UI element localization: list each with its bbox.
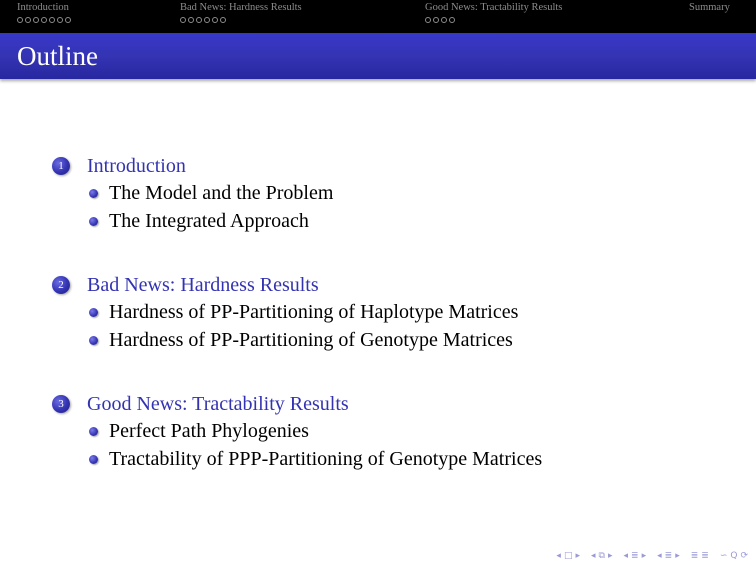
toc-section-heading[interactable]: [52, 272, 518, 298]
ball-bullet-icon: [89, 308, 98, 317]
frame-next-arrow-icon[interactable]: ▸: [607, 551, 613, 561]
slide-next-arrow-icon[interactable]: ▸: [575, 551, 580, 561]
subsection-prev-arrow-icon[interactable]: ◂: [623, 551, 629, 561]
toc-section-1: [52, 153, 333, 235]
toc-subsection-item[interactable]: [89, 445, 542, 473]
back-icon[interactable]: ⟳: [740, 551, 748, 561]
frame-icon[interactable]: ⧉: [598, 551, 605, 561]
ball-bullet-icon: [89, 455, 98, 464]
ball-bullet-icon: [89, 217, 98, 226]
section-number-badge: 3: [52, 395, 70, 413]
toc-subsection-link[interactable]: Hardness of PP-Partitioning of Genotype Matrices: [109, 328, 513, 351]
nav-section-title[interactable]: Good News: Tractability Results: [425, 2, 563, 13]
section-next-arrow-icon[interactable]: ▸: [675, 551, 680, 561]
toc-subsection-link[interactable]: Perfect Path Phylogenies: [109, 419, 309, 442]
section-icon[interactable]: ≣: [664, 551, 673, 561]
toc-subsection-link[interactable]: The Model and the Problem: [109, 181, 334, 204]
nav-section-title[interactable]: Summary: [689, 2, 730, 13]
toc-subsection-link[interactable]: Hardness of PP-Partitioning of Haplotype Matrices: [109, 300, 519, 323]
toc-subsection-item[interactable]: [89, 179, 333, 207]
nav-section-title[interactable]: Bad News: Hardness Results: [180, 2, 302, 13]
toc-subsection-item[interactable]: [89, 298, 518, 326]
frame-title: Outline: [17, 41, 98, 71]
search-icon[interactable]: ∽: [719, 551, 728, 561]
toc-section-title-link[interactable]: Good News: Tractability Results: [87, 392, 349, 415]
nav-section-title[interactable]: Introduction: [17, 2, 69, 13]
toc-subsection-link[interactable]: Tractability of PPP-Partitioning of Genotype Matrices: [109, 447, 543, 470]
toc-section-title-link[interactable]: Bad News: Hardness Results: [87, 273, 319, 296]
toc-section-heading[interactable]: [52, 391, 542, 417]
toc-section-2: [52, 272, 518, 354]
frame-prev-arrow-icon[interactable]: ◂: [591, 551, 596, 561]
section-number-badge: 1: [52, 157, 70, 175]
toc-section-title-link[interactable]: Introduction: [87, 154, 186, 177]
zoom-icon[interactable]: Q: [730, 551, 738, 561]
document-icon[interactable]: ≣: [701, 551, 709, 561]
ball-bullet-icon: [89, 189, 98, 198]
align-icon[interactable]: ≣: [690, 551, 699, 561]
section-number-badge: 2: [52, 276, 70, 294]
toc-subsection-item[interactable]: [89, 207, 333, 235]
subsection-icon[interactable]: ≣: [631, 551, 639, 561]
ball-bullet-icon: [89, 336, 98, 345]
slide-icon[interactable]: □: [563, 551, 573, 561]
beamer-navigation-symbols: [556, 551, 748, 561]
toc-section-heading[interactable]: [52, 153, 333, 179]
toc-section-3: [52, 391, 542, 473]
toc-subsection-link[interactable]: The Integrated Approach: [109, 209, 309, 232]
slide-prev-arrow-icon[interactable]: ◂: [556, 551, 561, 561]
ball-bullet-icon: [89, 427, 98, 436]
section-prev-arrow-icon[interactable]: ◂: [657, 551, 662, 561]
subsection-next-arrow-icon[interactable]: ▸: [641, 551, 647, 561]
toc-subsection-item[interactable]: [89, 326, 518, 354]
toc-subsection-item[interactable]: [89, 417, 542, 445]
